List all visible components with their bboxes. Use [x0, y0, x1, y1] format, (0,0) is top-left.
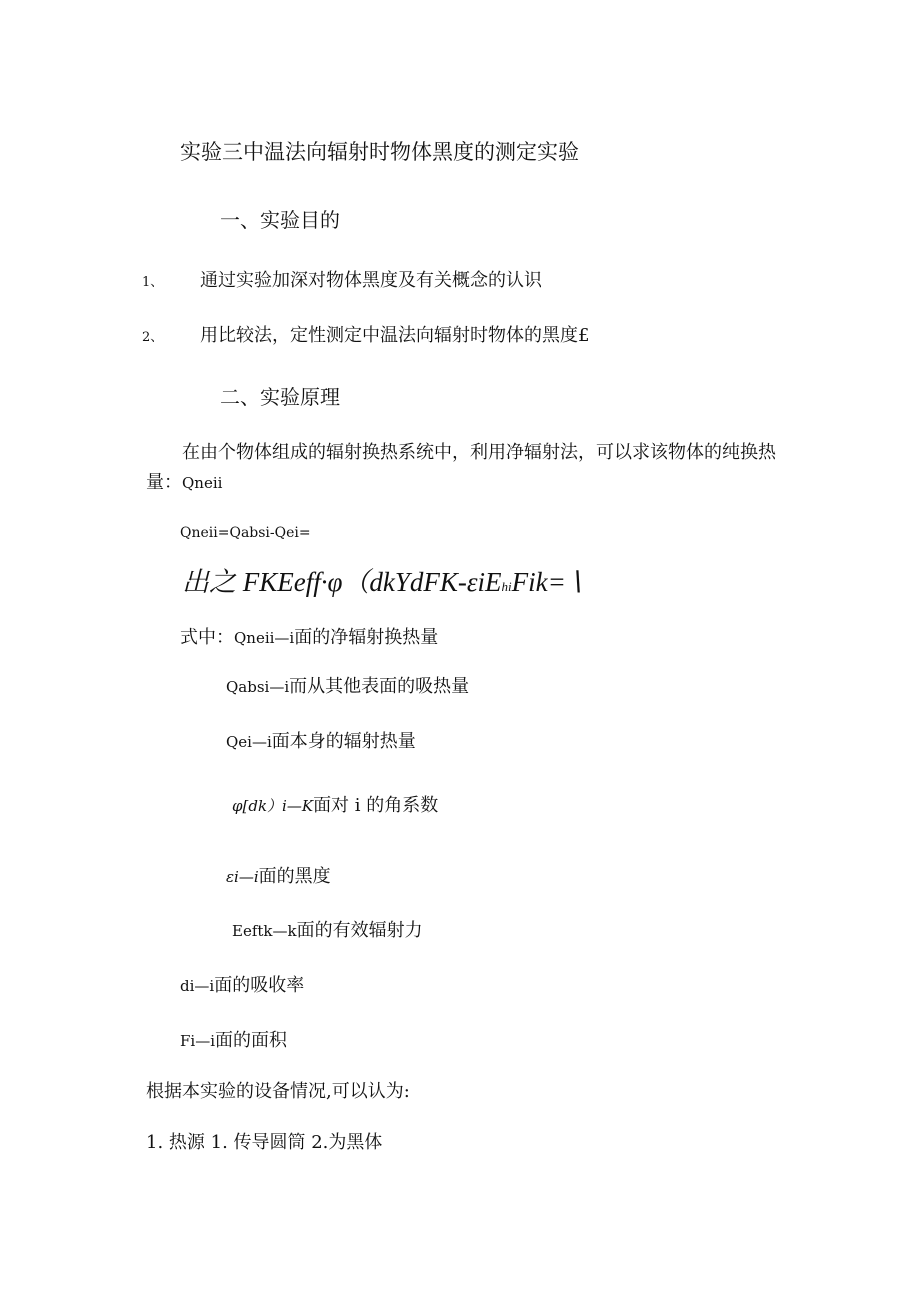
def-text: 而从其他表面的吸热量	[289, 676, 470, 697]
principle-text: 在由个物体组成的辐射换热系统中，利用净辐射法，可以求该物体的纯换热量：	[146, 442, 776, 493]
def-symbol: φ[dk）i—K	[232, 797, 314, 815]
def-symbol: Qneii—i	[234, 629, 295, 647]
def-symbol: Qabsi—i	[226, 678, 290, 696]
def-row-2	[226, 675, 469, 699]
def-text: 面对 i 的角系数	[313, 795, 439, 816]
def-symbol: εi—i	[226, 868, 259, 886]
document-title: 实验三中温法向辐射时物体黑度的测定实验	[180, 140, 579, 164]
def-text: 面本身的辐射热量	[271, 731, 416, 752]
def-row-6	[232, 919, 423, 943]
formula-subscript: hi	[501, 579, 512, 594]
def-symbol: Eeftk—k	[232, 922, 297, 940]
item2-number: 2、	[142, 330, 164, 345]
section1-heading: 一、实验目的	[220, 208, 340, 232]
radiation-formula	[182, 562, 583, 607]
defs-prefix: 式中：	[180, 627, 234, 648]
conclusion-line: 根据本实验的设备情况,可以认为:	[146, 1081, 410, 1102]
item2-text: 用比较法，定性测定中温法向辐射时物体的黑度£	[200, 325, 590, 346]
def-text: 面的净辐射换热量	[294, 627, 439, 648]
def-text: 面的有效辐射力	[296, 920, 423, 941]
last-line: 1. 热源 1. 传导圆筒 2.为黑体	[146, 1132, 383, 1153]
item1-text: 通过实验加深对物体黑度及有关概念的认识	[200, 270, 542, 291]
def-row-1	[180, 626, 438, 650]
def-row-4	[232, 794, 438, 818]
def-text: 面的面积	[215, 1030, 288, 1051]
formula-part2: Fik=∖	[511, 567, 584, 597]
def-text: 面的吸收率	[214, 975, 305, 996]
section2-heading: 二、实验原理	[220, 385, 340, 409]
equation-1: Qneii=Qabsi-Qei=	[180, 525, 311, 541]
def-symbol: di—i	[180, 977, 215, 995]
def-row-3	[226, 730, 416, 754]
principle-tail: Qneii	[182, 474, 223, 492]
def-row-5	[226, 865, 331, 889]
formula-part1: 出之 FKEeff·φ（dkYdFK-εiE	[182, 567, 502, 597]
item1-number: 1、	[142, 275, 164, 290]
def-text: 面的黑度	[258, 866, 331, 887]
def-row-8	[180, 1029, 287, 1053]
def-symbol: Qei—i	[226, 733, 272, 751]
principle-paragraph	[146, 438, 796, 498]
def-symbol: Fi—i	[180, 1032, 216, 1050]
def-row-7	[180, 974, 304, 998]
